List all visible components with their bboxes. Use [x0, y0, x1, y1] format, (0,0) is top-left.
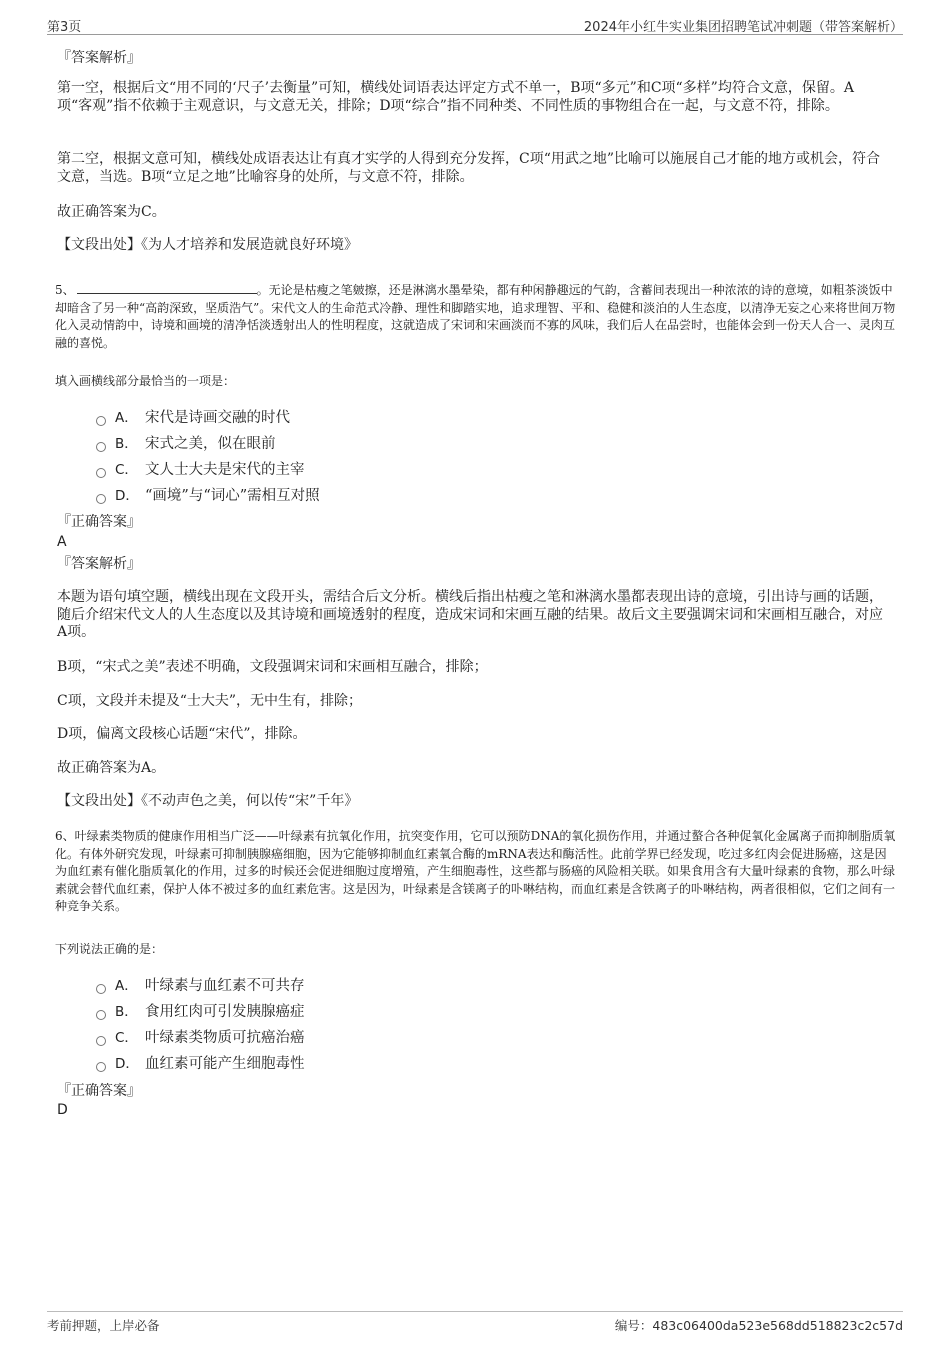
- q6-prompt: 下列说法正确的是：: [55, 942, 164, 956]
- q6-option-b[interactable]: B． 食用红肉可引发胰腺癌症: [96, 1002, 876, 1022]
- q5-option-c-text: 文人士大夫是宋代的主宰: [145, 462, 305, 478]
- q5-stem: [55, 281, 897, 352]
- radio-icon[interactable]: [96, 1010, 106, 1020]
- q5-option-c[interactable]: C． 文人士大夫是宋代的主宰: [96, 460, 876, 480]
- q5-option-a[interactable]: A． 宋代是诗画交融的时代: [96, 408, 876, 428]
- q6-number: 6、: [55, 829, 75, 843]
- q6-answer-label: 『正确答案』: [57, 1083, 141, 1099]
- page-header: [47, 14, 903, 35]
- q5-analysis-option-b: B项，“宋式之美”表述不明确，文段强调宋词和宋画相互融合，排除；: [57, 659, 488, 675]
- q5-option-a-text: 宋代是诗画交融的时代: [145, 410, 290, 426]
- q5-analysis-label: 『答案解析』: [57, 556, 141, 572]
- q6-option-d[interactable]: D． 血红素可能产生细胞毒性: [96, 1054, 876, 1074]
- q5-option-d[interactable]: D． “画境”与“词心”需相互对照: [96, 486, 876, 506]
- q5-option-b-text: 宋式之美，似在眼前: [145, 436, 276, 452]
- document-title: 2024年小红牛实业集团招聘笔试冲刺题（带答案解析）: [583, 20, 903, 35]
- q4-analysis-label: 『答案解析』: [57, 50, 141, 66]
- radio-icon[interactable]: [96, 1062, 106, 1072]
- q6-option-d-text: 血红素可能产生细胞毒性: [145, 1056, 305, 1072]
- q4-analysis-paragraph-1: 第一空，根据后文“用不同的‘尺子’去衡量”可知，横线处词语表达评定方式不单一，B项“多元”和C项“多样”均符合文意，保留。A项“客观”指不依赖于主观意识，与文意无关，排除；D项“综合”指不同种类、不同性质的事物组合在一起，与文意不符，排除。: [57, 80, 854, 114]
- q5-answer-label: 『正确答案』: [57, 514, 141, 530]
- q5-number: 5、: [55, 283, 75, 297]
- page-number: 第3页: [47, 20, 82, 35]
- q5-answer: A: [57, 534, 67, 550]
- q6-answer: D: [57, 1102, 68, 1118]
- radio-icon[interactable]: [96, 416, 106, 426]
- q6-stem-text: 叶绿素类物质的健康作用相当广泛——叶绿素有抗氧化作用，抗突变作用，它可以预防DNA的氧化损伤作用，并通过螯合各种促氧化金属离子而抑制脂质氧化。有体外研究发现，叶绿素可抑制胰腺癌细胞，因为它能够抑制血红素氧合酶的mRNA表达和酶活性。此前学界已经发现，吃过多红肉会促进肠癌，这是因为血红素有催化脂质氧化的作用，过多的时候还会促进细胞过度增殖，产生细胞毒性，这些都与肠癌的风险相关联。如果食用含有大量叶绿素的食物，那么叶绿素就会替代血红素，保护人体不被过多的血红素危害。这是因为，叶绿素是含镁离子的卟啉结构，而血红素是含铁离子的卟啉结构，两者很相似，它们之间有一种竞争关系。: [55, 829, 896, 913]
- q5-option-d-text: “画境”与“词心”需相互对照: [145, 488, 320, 504]
- q4-conclusion: 故正确答案为C。: [57, 204, 166, 220]
- q5-analysis-option-c: C项，文段并未提及“士大夫”，无中生有，排除；: [57, 693, 363, 709]
- q6-option-b-text: 食用红肉可引发胰腺癌症: [145, 1004, 305, 1020]
- q5-option-b[interactable]: B． 宋式之美，似在眼前: [96, 434, 876, 454]
- q6-option-a-text: 叶绿素与血红素不可共存: [145, 978, 305, 994]
- q5-conclusion: 故正确答案为A。: [57, 760, 166, 776]
- q4-source: 【文段出处】《为人才培养和发展造就良好环境》: [57, 237, 358, 253]
- q5-stem-text: 。无论是枯瘦之笔皴擦，还是淋漓水墨晕染，都有种闲静趣远的气韵，含蓄间表现出一种浓浓的诗的意境，如粗茶淡饭中却暗含了另一种“高韵深致，坚质浩气”。宋代文人的生命范式冷静、理性和脚踏实地，追求理智、平和、稳健和淡泊的人生态度，以清净无妄之心来将世间万物化入灵动情韵中，诗境和画境的清净恬淡透射出人的性明程度，这就造成了宋词和宋画淡而不寡的风味，我们后人在品尝时，也能体会到一份天人合一、灵肉互融的喜悦。: [55, 283, 896, 350]
- q6-stem: [55, 828, 897, 916]
- q5-source: 【文段出处】《不动声色之美，何以传“宋”千年》: [57, 793, 359, 809]
- footer-slogan: 考前押题，上岸必备: [47, 1318, 160, 1333]
- q6-option-c-text: 叶绿素类物质可抗癌治癌: [145, 1030, 305, 1046]
- q5-fill-blank: [77, 281, 257, 294]
- radio-icon[interactable]: [96, 984, 106, 994]
- radio-icon[interactable]: [96, 442, 106, 452]
- q4-analysis-paragraph-2: 第二空，根据文意可知，横线处成语表达让有真才实学的人得到充分发挥，C项“用武之地”比喻可以施展自己才能的地方或机会，符合文意，当选。B项“立足之地”比喻容身的处所，与文意不符，排除。: [57, 151, 881, 185]
- q5-prompt: 填入画横线部分最恰当的一项是：: [55, 374, 236, 388]
- radio-icon[interactable]: [96, 468, 106, 478]
- radio-icon[interactable]: [96, 494, 106, 504]
- radio-icon[interactable]: [96, 1036, 106, 1046]
- q6-option-a[interactable]: A． 叶绿素与血红素不可共存: [96, 976, 876, 996]
- page-footer: [47, 1311, 903, 1334]
- q6-option-c[interactable]: C． 叶绿素类物质可抗癌治癌: [96, 1028, 876, 1048]
- q5-analysis-paragraph-1: 本题为语句填空题，横线出现在文段开头，需结合后文分析。横线后指出枯瘦之笔和淋漓水墨都表现出诗的意境，引出诗与画的话题，随后介绍宋代文人的人生态度以及其诗境和画境透射的程度，造成宋词和宋画互融的结果。故后文主要强调宋词和宋画相互融合，对应A项。: [57, 589, 883, 640]
- document-id: 编号：483c06400da523e568dd518823c2c57d: [614, 1318, 903, 1333]
- q5-analysis-option-d: D项，偏离文段核心话题“宋代”，排除。: [57, 726, 307, 742]
